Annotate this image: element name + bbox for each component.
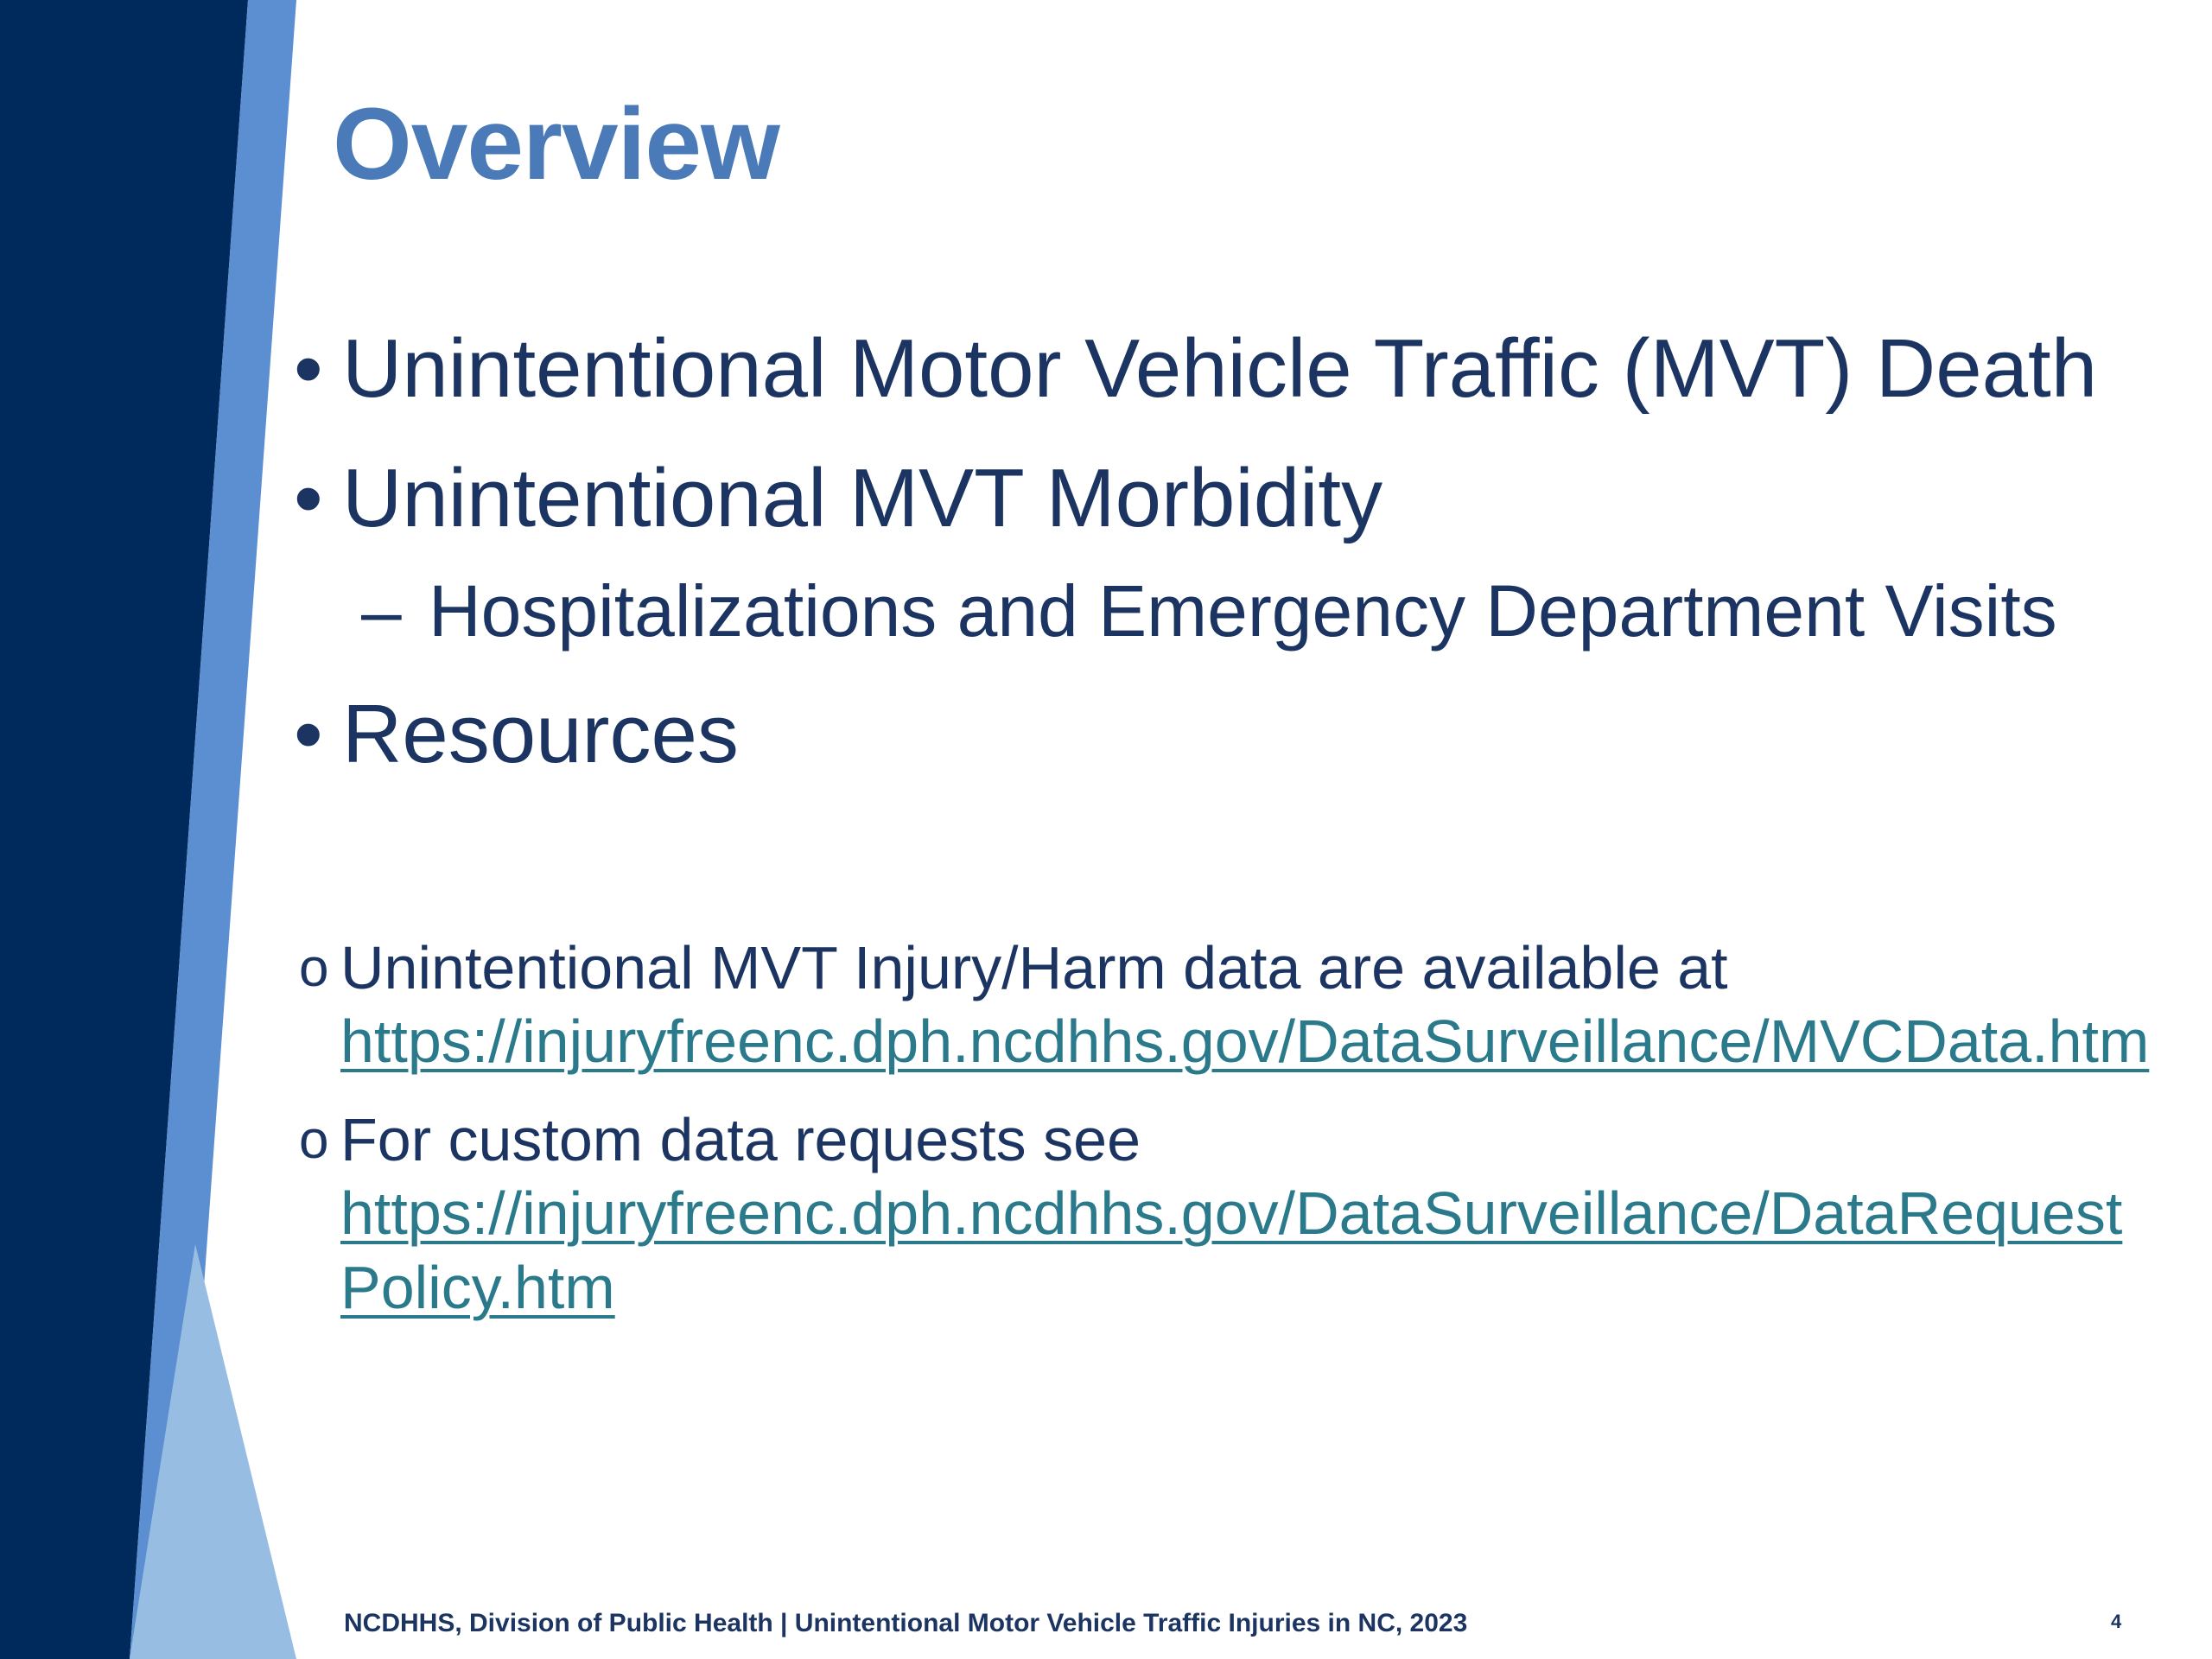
bullet-text: Resources <box>342 688 739 781</box>
page-number: 4 <box>2111 1611 2122 1632</box>
mvc-data-link[interactable]: https://injuryfreenc.dph.ncdhhs.gov/DataSurveillance/MVCData.htm <box>340 1007 2150 1076</box>
bullet-marker: • <box>294 322 323 415</box>
bullet-marker: • <box>294 688 323 781</box>
bullet-text: Unintentional MVT Morbidity <box>342 452 1383 545</box>
sub-bullet-text: Hospitalizations and Emergency Department Visits <box>429 569 2057 652</box>
slide-footer: NCDHHS, Division of Public Health | Unintentional Motor Vehicle Traffic Injuries in NC, 2023 <box>344 1609 1468 1637</box>
resource-marker: o <box>299 1109 329 1170</box>
resource-marker: o <box>299 938 329 998</box>
bullet-resources <box>294 687 2195 782</box>
bullet-mvt-death <box>294 321 2195 416</box>
bullet-text: Unintentional Motor Vehicle Traffic (MVT) Death <box>342 322 2098 415</box>
resource-text: For custom data requests see <box>340 1105 1141 1173</box>
resource-item-data-request <box>299 1103 2200 1325</box>
resource-list <box>299 931 2200 1349</box>
link-line-2[interactable]: Policy.htm <box>340 1253 615 1321</box>
bullet-mvt-morbidity <box>294 451 2195 546</box>
bullet-marker: • <box>294 452 323 545</box>
resource-text: Unintentional MVT Injury/Harm data are available at <box>340 934 1728 1001</box>
slide-title: Overview <box>333 87 779 201</box>
link-line-1[interactable]: https://injuryfreenc.dph.ncdhhs.gov/DataSurveillance/DataRequest <box>340 1179 2123 1248</box>
resource-item-mvc-data <box>299 931 2200 1079</box>
sub-bullet-hospitalizations <box>294 569 2195 653</box>
sub-bullet-marker: – <box>361 569 402 652</box>
data-request-policy-link[interactable] <box>340 1177 2200 1325</box>
main-bullet-list <box>294 321 2195 817</box>
